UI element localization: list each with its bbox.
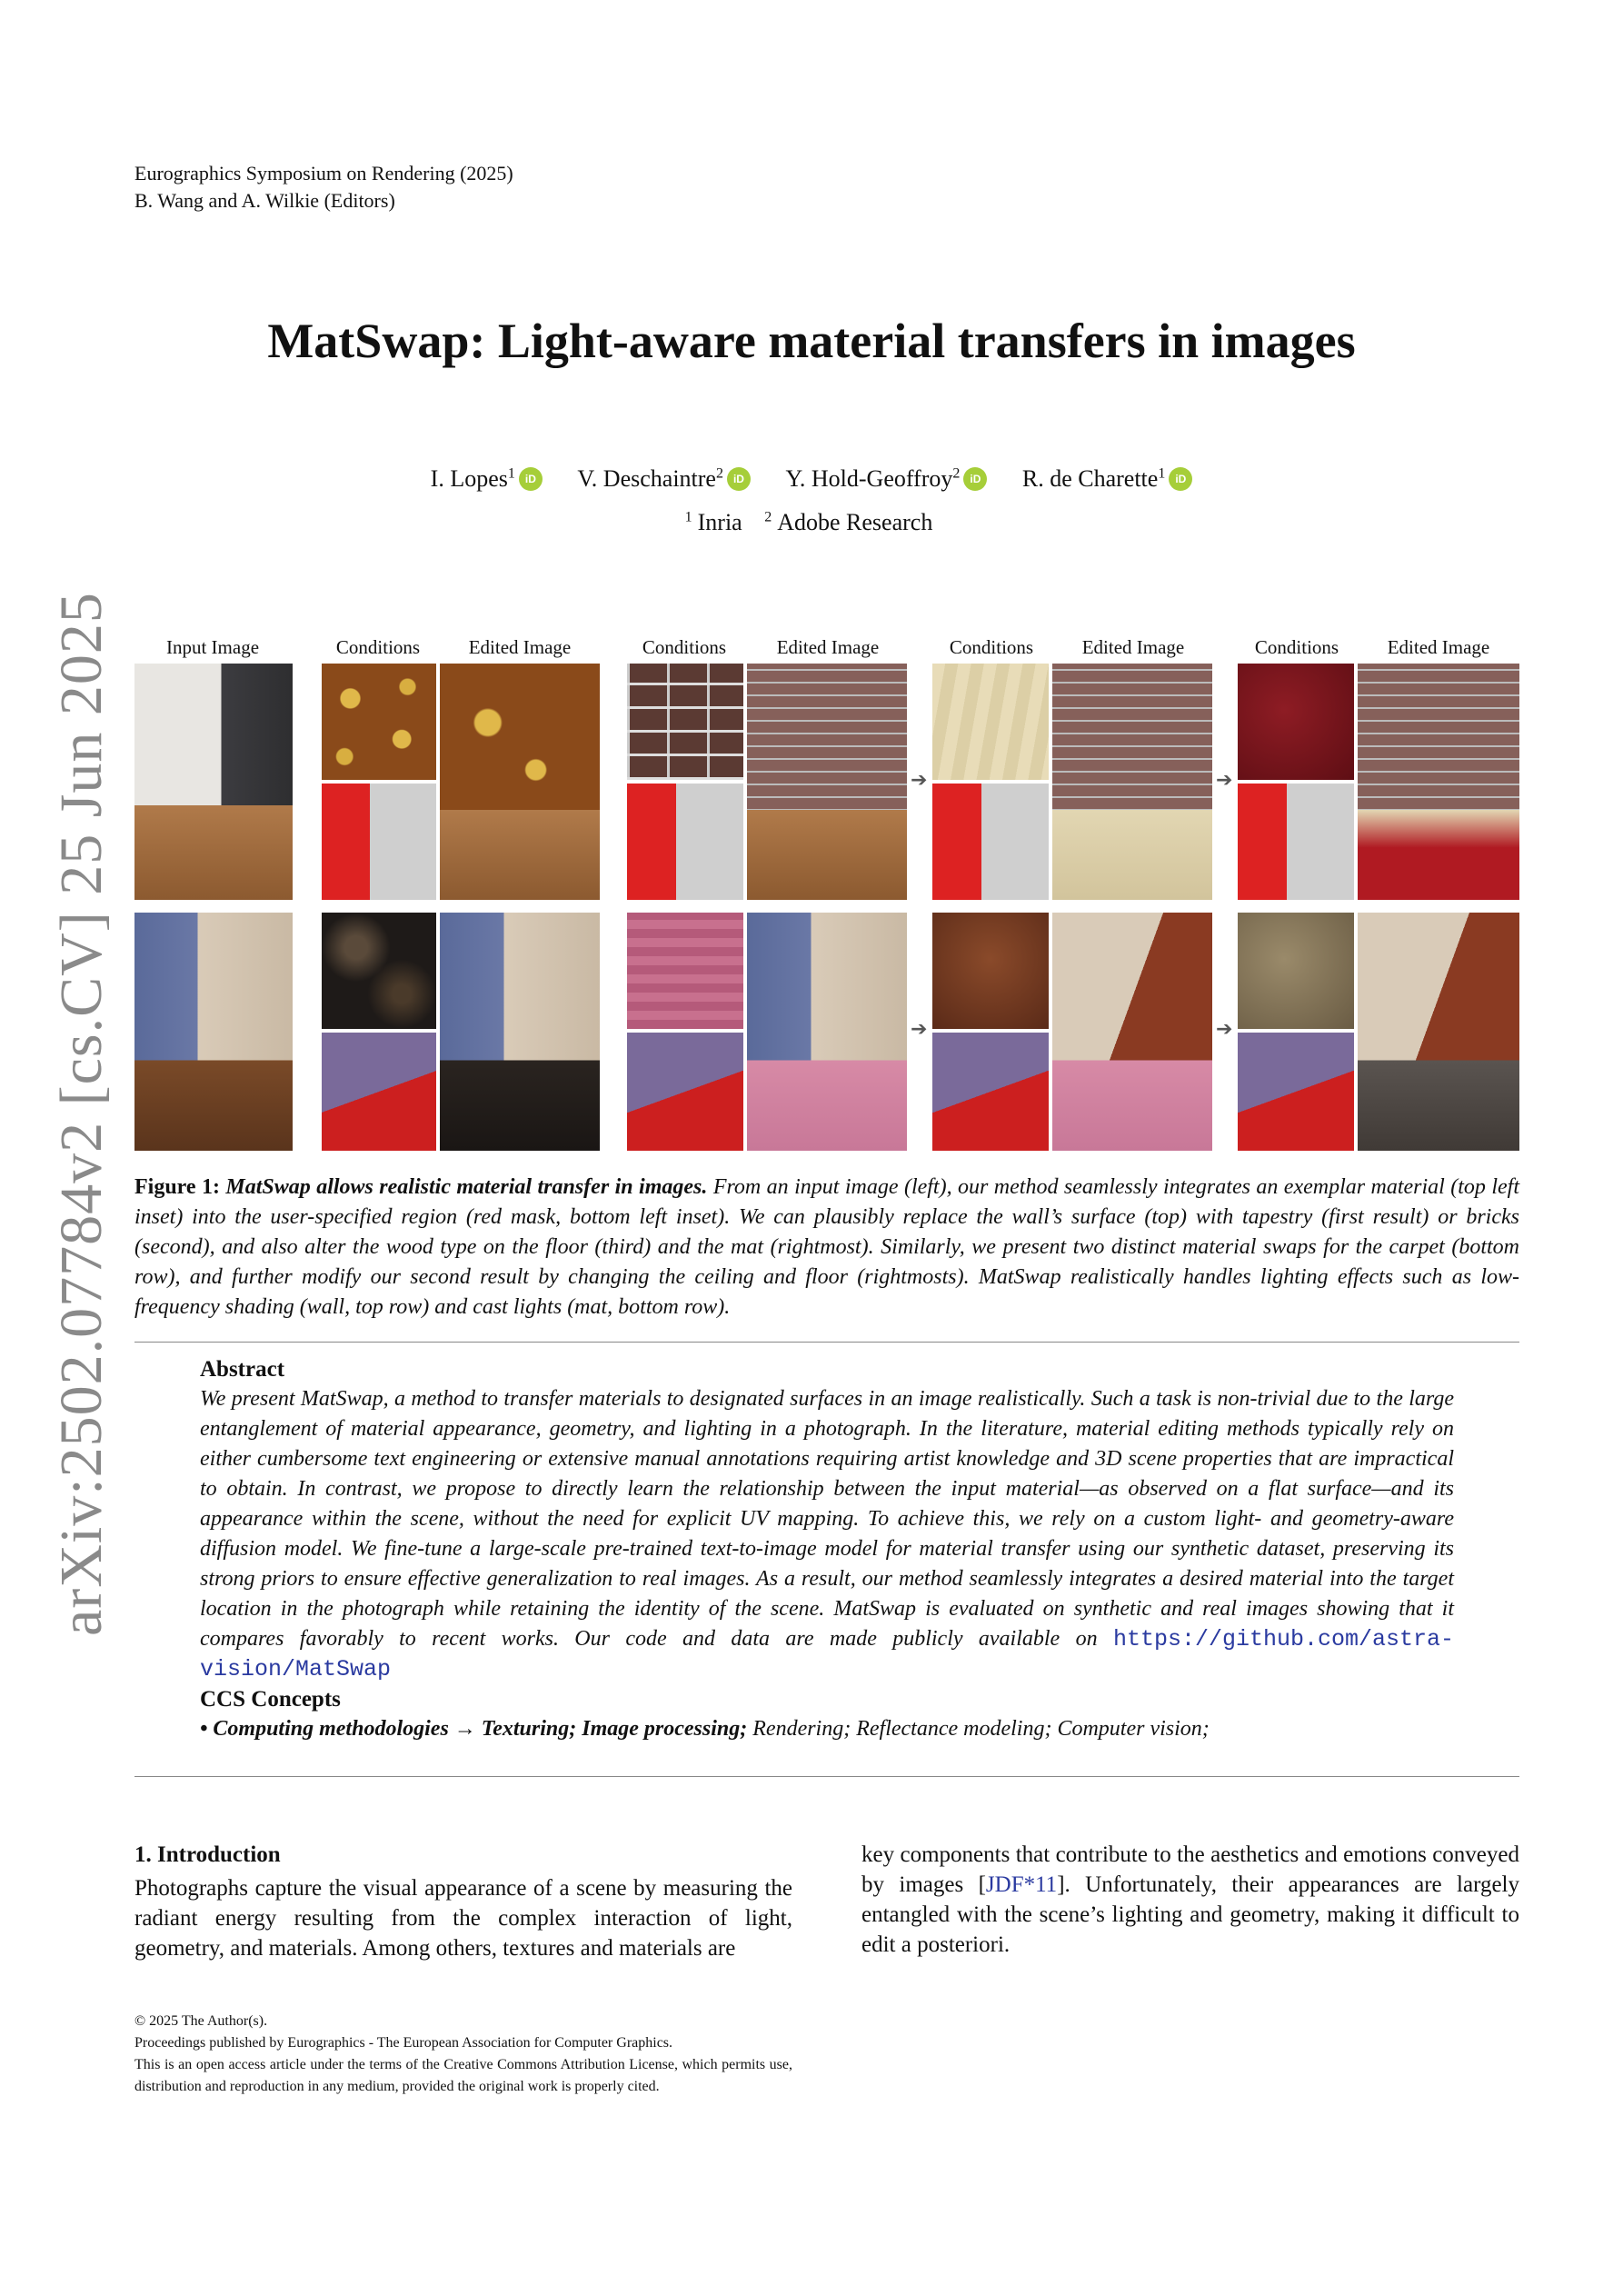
figure-column-header: Conditions (1254, 636, 1339, 658)
figure-column-header: Edited Image (468, 636, 572, 658)
author-list (0, 465, 1623, 493)
author-name: R. de Charette (1021, 465, 1159, 492)
divider (134, 1342, 1519, 1343)
author-affiliation-number: 1 (1158, 465, 1166, 482)
condition-mask-carpet (627, 1033, 743, 1151)
caption-text: From an input image (left), our method seamlessly integrates an exemplar material (top left inset) into the user-specified region (red mask, bottom left inset). We can plausibly replace the wall’s surface (top) with tapestry (first result) or bricks (second), and also alter the wood type on the floor (third) and the mat (rightmost). Similarly, we present two distinct material swaps for the carpet (bottom row), and further modify our second result by changing the ceiling and floor (rightmosts). MatSwap realistically handles lighting effects such as low-frequency shading (wall, top row) and cast lights (mat, bottom row). (134, 1175, 1520, 1319)
abstract-heading: Abstract (200, 1357, 285, 1382)
condition-mask-ceiling (932, 1033, 1049, 1151)
ccs-heading: CCS Concepts (200, 1687, 341, 1712)
condition-material-marble (322, 913, 436, 1029)
paragraph: Photographs capture the visual appearance of a scene by measuring the radiant energy resulting from the complex interaction of light, geometry, and materials. Among others, textures and materials are (134, 1876, 792, 1961)
condition-material-pink-fabric (627, 913, 743, 1029)
author-affiliation-number: 1 (507, 465, 515, 482)
condition-mask-floor (1238, 1033, 1354, 1151)
caption-bold-sentence: MatSwap allows realistic material transfer in images. (225, 1175, 708, 1199)
author-name: I. Lopes (430, 465, 508, 492)
venue-header (134, 160, 513, 215)
affiliation-number: 2 (764, 509, 772, 525)
author-affiliation-number: 2 (715, 465, 723, 482)
orcid-icon[interactable]: iD (1169, 467, 1192, 491)
author-name: Y. Hold-Geoffroy (785, 465, 953, 492)
edited-image-pink-carpet (747, 913, 907, 1151)
editors-line: B. Wang and A. Wilkie (Editors) (134, 189, 395, 212)
arrow-right-icon: ➔ (1216, 1018, 1233, 1041)
venue-line: Eurographics Symposium on Rendering (2025) (134, 162, 513, 185)
figure-column-header: Input Image (165, 636, 260, 658)
edited-image-rust-ceiling (1052, 913, 1212, 1151)
author-name: V. Deschaintre (577, 465, 716, 492)
affiliation-name: Inria (697, 509, 742, 535)
edited-image-granite-floor (1358, 913, 1519, 1151)
figure-column-header: Conditions (642, 636, 727, 658)
figure-caption (134, 1173, 1519, 1323)
abstract-body: We present MatSwap, a method to transfer materials to designated surfaces in an image realistically. Such a task is non-trivial due to the large entanglement of material appearance, geometry, and lighting in a photograph. In the literature, material editing methods typically rely on either cumbersome text engineering or extensive manual annotations requiring artist knowledge and 3D scene properties that are impractical to obtain. In contrast, we propose to directly learn the relationship between the input material—as observed on a flat surface—and its appearance within the scene, without the need for explicit UV mapping. To achieve this, we rely on a custom light- and geometry-aware diffusion model. We fine-tune a large-scale pre-trained text-to-image model for material transfer using our synthetic dataset, preserving its strong priors to ensure effective generalization to real images. As a result, our method seamlessly integrates a desired material into the target location in the photograph while retaining the identity of the scene. MatSwap is evaluated on synthetic and real images showing that it compares favorably to recent works. Our code and data are made publicly available on (200, 1387, 1454, 1651)
orcid-icon[interactable]: iD (519, 467, 543, 491)
edited-image-wood-floor (1052, 664, 1212, 900)
edited-image-brick-wall (747, 664, 907, 900)
figure-column-header: Edited Image (1387, 636, 1490, 658)
affiliation-item (764, 509, 938, 535)
intro-right-column (861, 1840, 1519, 1960)
ccs-concepts (200, 1714, 1454, 1744)
affiliation-item (685, 509, 748, 535)
condition-material-rust (932, 913, 1049, 1029)
affiliation-list (0, 509, 1623, 536)
condition-material-granite (1238, 913, 1354, 1029)
paper-title: MatSwap: Light-aware material transfers in images (267, 314, 1356, 368)
edited-image-marble-carpet (440, 913, 600, 1151)
figure-column-header: Conditions (335, 636, 421, 658)
figure-column-header: Edited Image (776, 636, 880, 658)
section-heading: 1. Introduction (134, 1842, 281, 1867)
edited-image-tapestry-wall (440, 664, 600, 900)
caption-label: Figure 1: (134, 1175, 220, 1199)
condition-material-leather (1238, 664, 1354, 780)
condition-material-tapestry (322, 664, 436, 780)
affiliation-name: Adobe Research (777, 509, 933, 535)
condition-mask-carpet (322, 1033, 436, 1151)
publisher-line: Proceedings published by Eurographics - The European Association for Computer Graphics. (134, 2035, 673, 2051)
input-image-kitchen (134, 913, 293, 1151)
orcid-icon[interactable]: iD (963, 467, 987, 491)
divider (134, 1776, 1519, 1777)
arrow-right-icon: ➔ (911, 1018, 928, 1041)
copyright-footer (134, 2011, 792, 2098)
orcid-icon[interactable]: iD (727, 467, 751, 491)
condition-mask-mat (1238, 784, 1354, 900)
citation-link[interactable]: JDF*11 (985, 1872, 1058, 1897)
figure-column-header: Conditions (949, 636, 1034, 658)
author-item (785, 465, 987, 493)
input-image-living-room (134, 664, 293, 900)
arxiv-stamp: arXiv:2502.07784v2 [cs.CV] 25 Jun 2025 (48, 592, 115, 1636)
condition-mask-wall (627, 784, 743, 900)
paragraph-text: ]. Unfortunately, their appearances are largely entangled with the scene’s lighting and geometry, making it difficult to edit a posteriori. (861, 1872, 1519, 1957)
author-item (577, 465, 751, 493)
condition-material-wood (932, 664, 1049, 780)
license-text: This is an open access article under the terms of the Creative Commons Attribution License, which permits use, distribution and reproduction in any medium, provided the original work is properly cited. (134, 2057, 792, 2094)
ccs-category: Computing methodologies (213, 1717, 449, 1741)
condition-mask-wall (322, 784, 436, 900)
abstract-section (200, 1354, 1454, 1744)
copyright-line: © 2025 The Author(s). (134, 2013, 268, 2029)
condition-mask-floor (932, 784, 1049, 900)
bullet: • (200, 1717, 208, 1741)
ccs-bold-terms: Texturing; Image processing; (481, 1717, 748, 1741)
author-item (431, 465, 543, 493)
figure-column-header: Edited Image (1081, 636, 1185, 658)
paragraph-text: key components that contribute to the aesthetics and emotions conveyed by images [ (861, 1842, 1519, 1897)
code-link[interactable]: https://github.com/astra-vision/MatSwap (200, 1626, 1454, 1682)
intro-left-column (134, 1840, 792, 1963)
abstract-text (200, 1384, 1454, 1684)
edited-image-red-mat (1358, 664, 1519, 900)
arrow-right-icon: ➔ (1216, 769, 1233, 792)
condition-material-bricks (627, 664, 743, 780)
affiliation-number: 1 (684, 509, 692, 525)
ccs-arrow: → (453, 1717, 476, 1741)
arrow-right-icon: ➔ (911, 769, 928, 792)
ccs-other-terms: Rendering; Reflectance modeling; Computer vision; (752, 1717, 1210, 1741)
paragraph (861, 1840, 1519, 1960)
author-item (1022, 465, 1192, 493)
author-affiliation-number: 2 (952, 465, 961, 482)
